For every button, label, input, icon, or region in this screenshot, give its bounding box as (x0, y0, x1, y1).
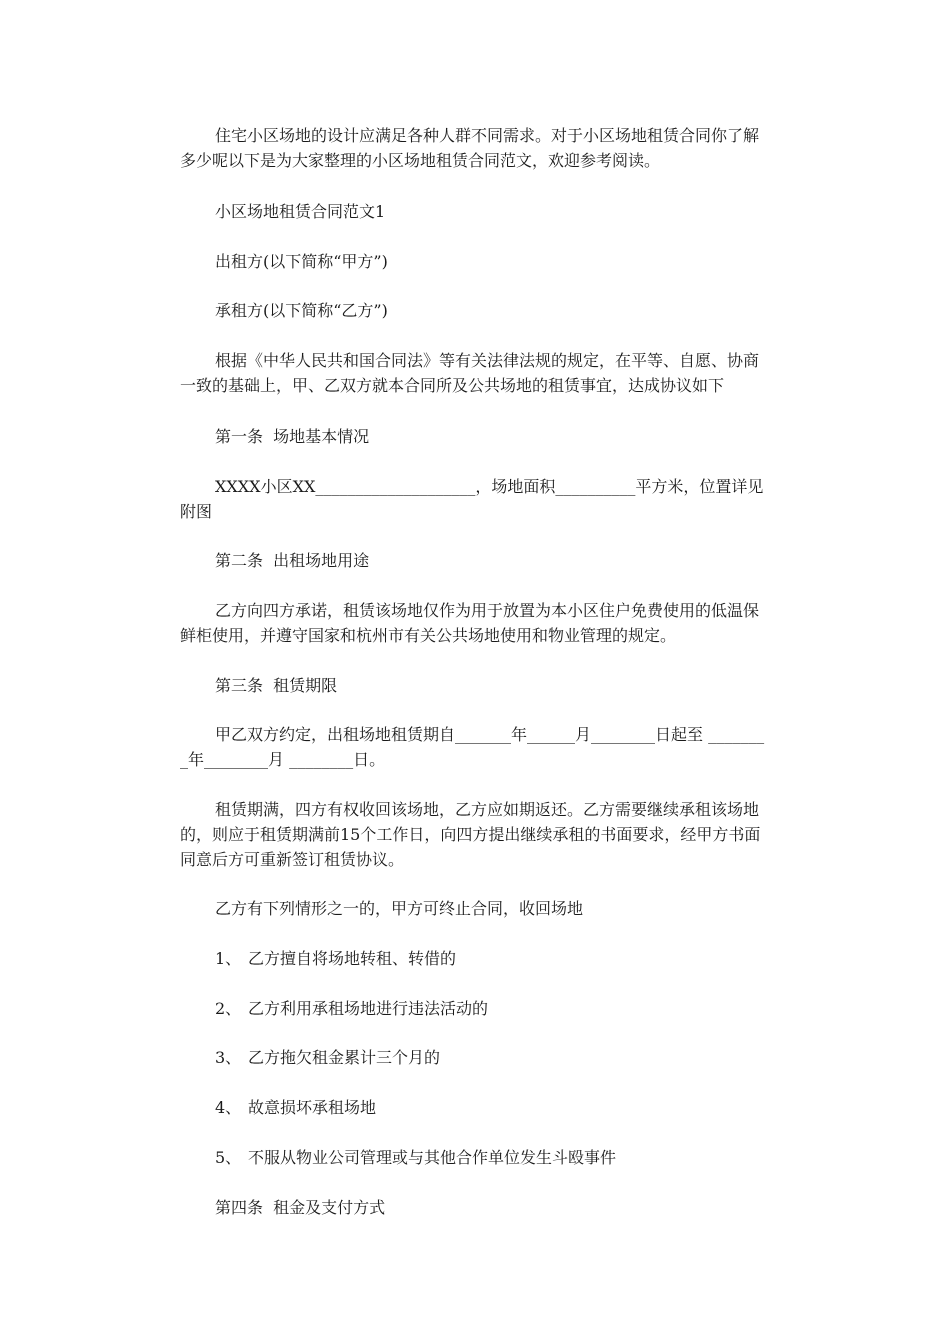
list-item-text: 乙方利用承租场地进行违法活动的 (248, 999, 489, 1018)
article1-body: XXXX小区XX____________________，场地面积__________平方米，位置详见附图 (180, 477, 764, 521)
document-heading: 小区场地租赁合同范文1 (215, 202, 386, 221)
list-item-number: 3、 (215, 1048, 242, 1067)
list-item (215, 1045, 775, 1070)
list-item (215, 996, 775, 1021)
article3-termination-intro: 乙方有下列情形之一的，甲方可终止合同，收回场地 (215, 899, 584, 918)
article4-title: 第四条 租金及支付方式 (215, 1198, 386, 1217)
list-item (215, 946, 775, 971)
list-item-text: 乙方拖欠租金累计三个月的 (248, 1048, 441, 1067)
article3-renewal-paragraph: 租赁期满，四方有权收回该场地，乙方应如期返还。乙方需要继续承租该场地的，则应于租赁期满前15个工作日，向四方提出继续承租的书面要求，经甲方书面同意后方可重新签订租赁协议。 (180, 800, 761, 869)
list-item-number: 2、 (215, 999, 242, 1018)
lessee-line: 承租方(以下简称“乙方”) (215, 301, 388, 320)
article3-term-paragraph: 甲乙双方约定，出租场地租赁期自_______年______月________日起至 ________年________月 ________日。 (180, 725, 765, 769)
article3-title: 第三条 租赁期限 (215, 676, 338, 695)
lessor-line: 出租方(以下简称“甲方”) (215, 252, 388, 271)
preamble-paragraph: 根据《中华人民共和国合同法》等有关法律法规的规定，在平等、自愿、协商一致的基础上，甲、乙双方就本合同所及公共场地的租赁事宜，达成协议如下 (180, 351, 760, 395)
list-item-number: 1、 (215, 949, 242, 968)
list-item-number: 4、 (215, 1098, 242, 1117)
list-item-number: 5、 (215, 1148, 242, 1167)
list-item (215, 1145, 775, 1170)
list-item-text: 不服从物业公司管理或与其他合作单位发生斗殴事件 (248, 1148, 617, 1167)
intro-paragraph: 住宅小区场地的设计应满足各种人群不同需求。对于小区场地租赁合同你了解多少呢以下是为大家整理的小区场地租赁合同范文，欢迎参考阅读。 (180, 126, 760, 170)
list-item-text: 故意损坏承租场地 (248, 1098, 377, 1117)
list-item-text: 乙方擅自将场地转租、转借的 (248, 949, 457, 968)
article2-title: 第二条 出租场地用途 (215, 551, 370, 570)
article2-body: 乙方向四方承诺，租赁该场地仅作为用于放置为本小区住户免费使用的低温保鲜柜使用，并遵守国家和杭州市有关公共场地使用和物业管理的规定。 (180, 601, 760, 645)
list-item (215, 1095, 775, 1120)
article1-title: 第一条 场地基本情况 (215, 427, 370, 446)
